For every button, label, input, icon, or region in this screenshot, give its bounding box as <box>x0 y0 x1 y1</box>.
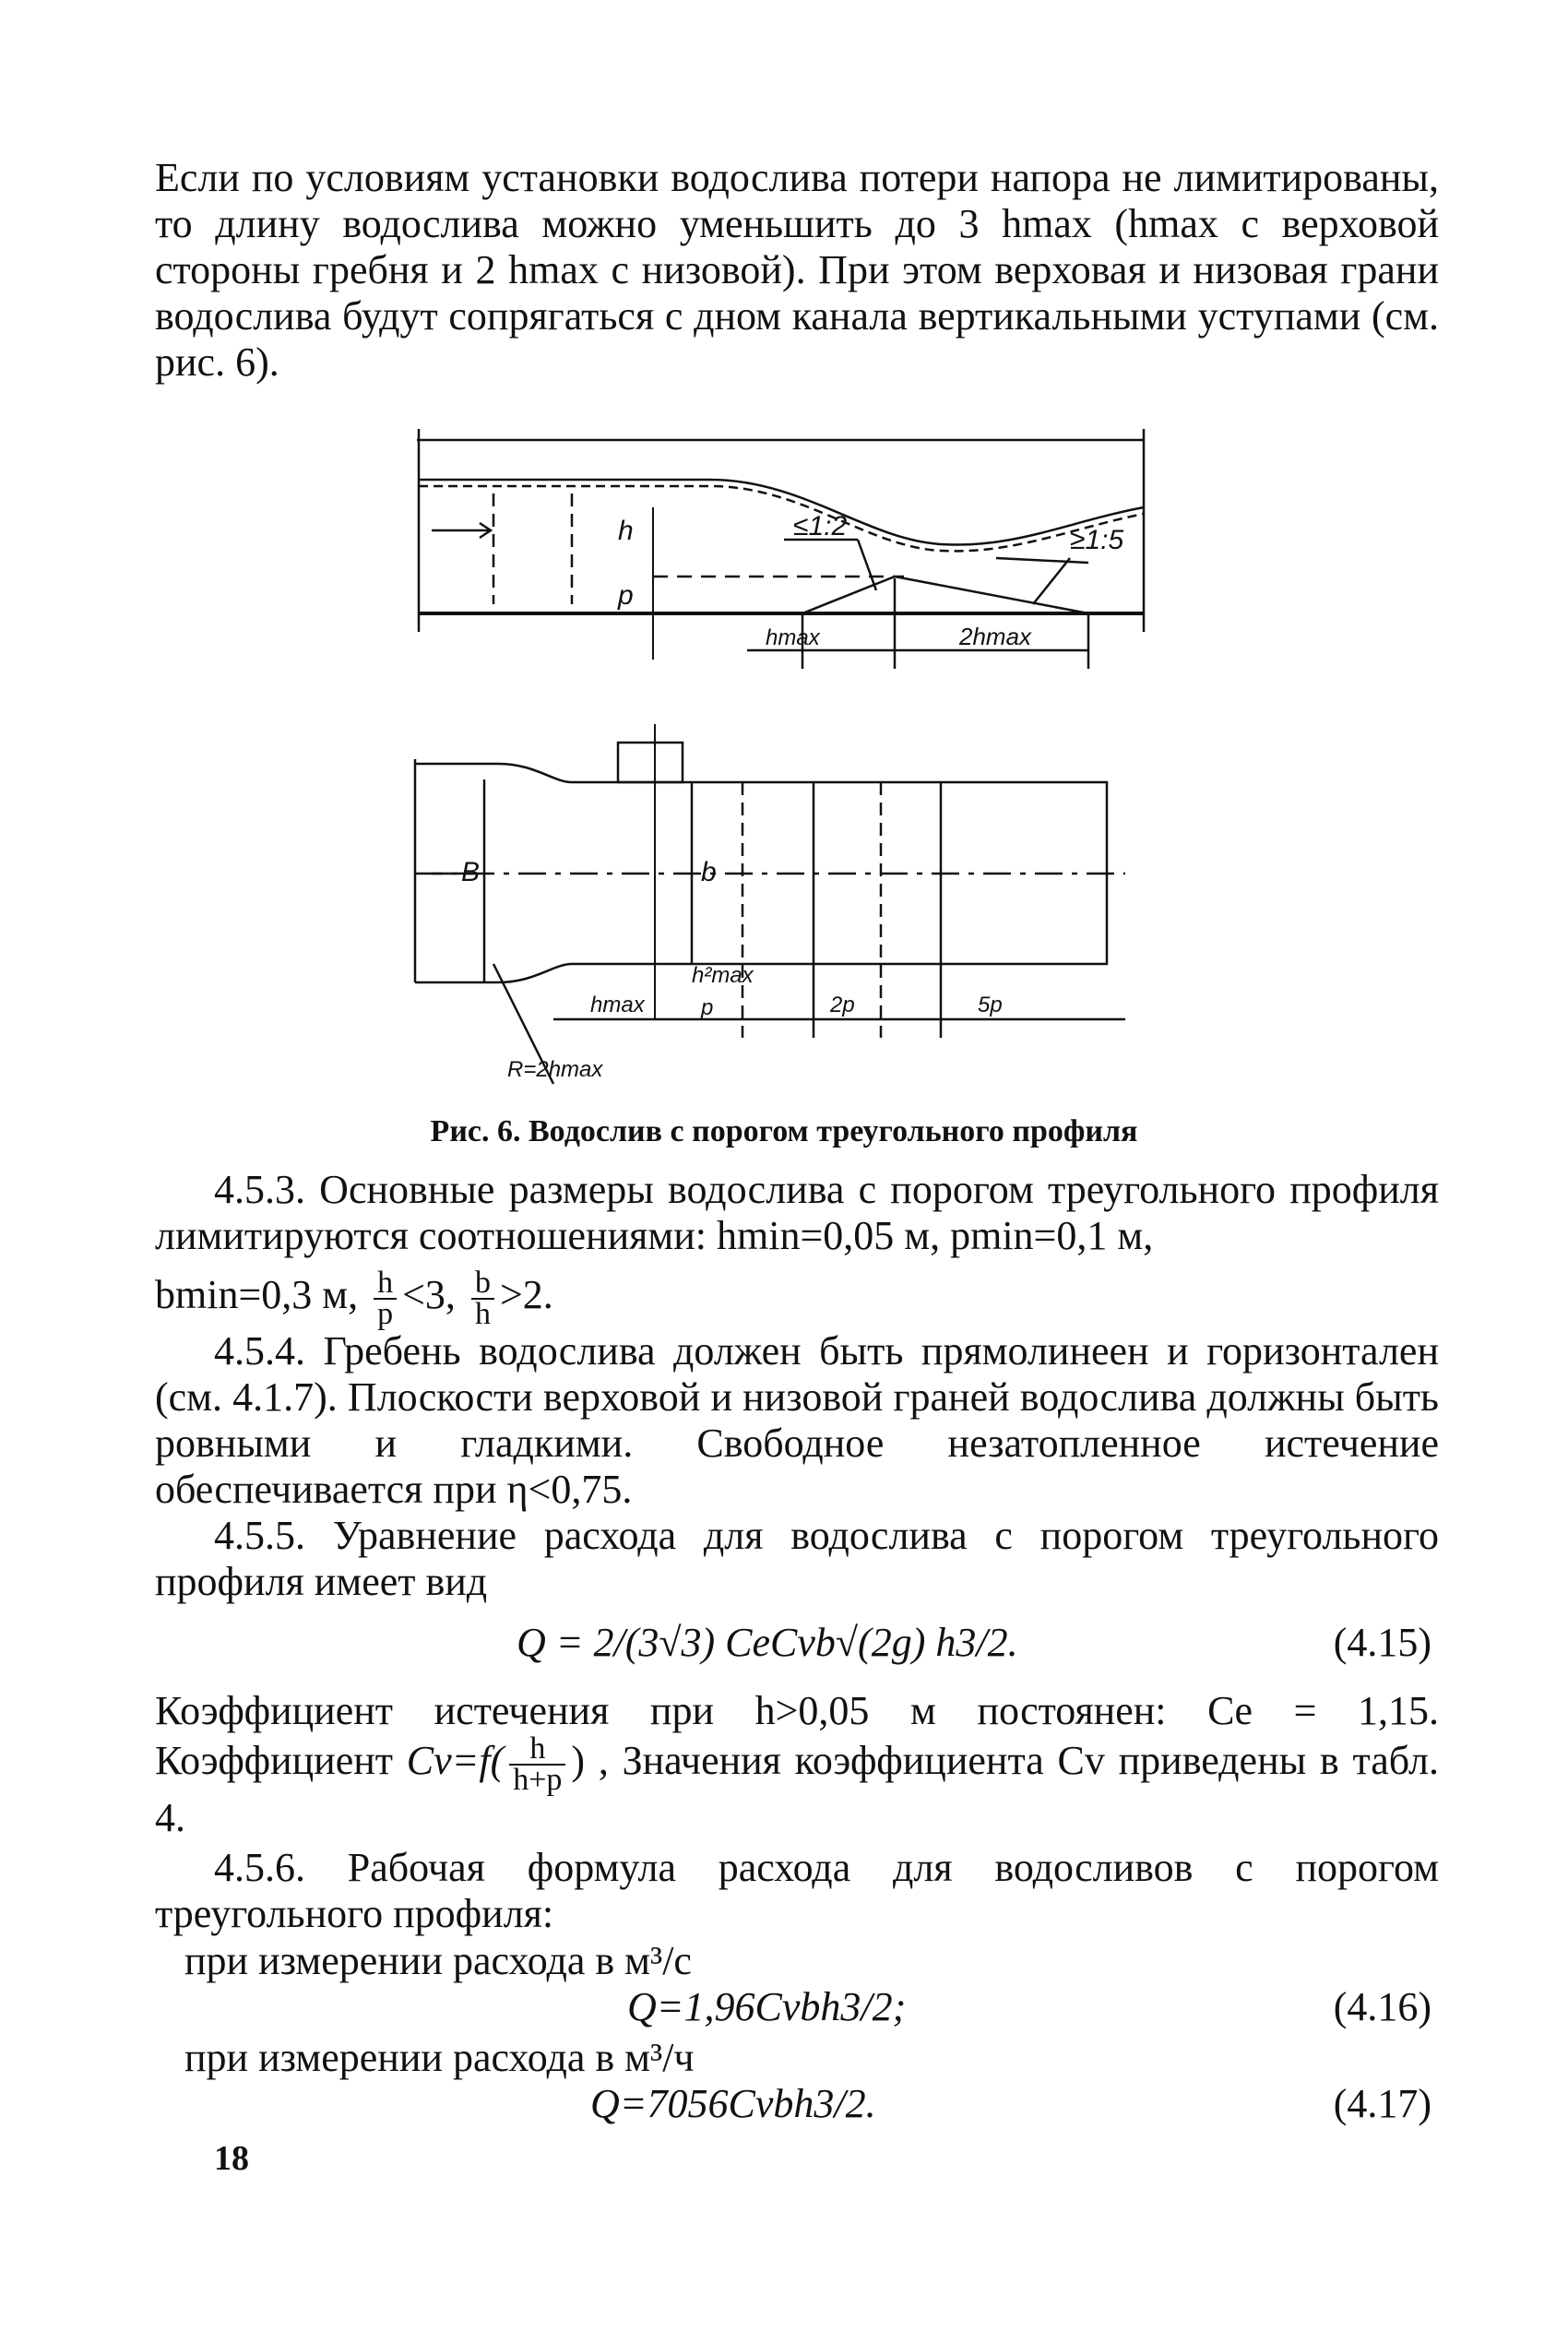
slope-up-label: ≤1:2 <box>793 511 848 541</box>
h-over-p-fraction: $\frac{h}{p}$ <box>374 1268 397 1329</box>
page-number: 18 <box>214 2139 249 2178</box>
hmax-label: hmax <box>766 625 820 650</box>
B-label: B <box>461 857 481 887</box>
measure-m3h-label: при измерении расхода в м³/ч <box>184 2035 695 2080</box>
paragraph-intro: Если по условиям установки водослива потери напора не лимитированы, то длину водослива можно уменьшить до 3 hmax (hmax с верховой стороны гребня и 2 hmax с низовой). При этом верховая и низовая грани водослива будут сопрягаться с дном канала вертикальными уступами (см. рис. 6). <box>155 155 1439 385</box>
hmax2-num-label: h²max <box>692 963 754 988</box>
five-p-label: 5p <box>978 993 1003 1017</box>
section-4-5-5: 4.5.5. Уравнение расхода для водослива с порогом треугольного профиля имеет вид <box>155 1513 1439 1604</box>
cv-formula-close: ) <box>571 1738 586 1784</box>
formula-4-16-number: (4.16) <box>1333 1984 1431 2029</box>
section-4-5-6: 4.5.6. Рабочая формула расхода для водосливов с порогом треугольного профиля: <box>155 1845 1439 1936</box>
b-label: b <box>701 857 717 887</box>
formula-4-17: Q=7056Cvbh3/2. <box>590 2081 876 2126</box>
ratio-greater-2: >2. <box>499 1272 553 1318</box>
cv-formula: Cv=f( <box>406 1738 505 1784</box>
bmin-text: bmin=0,3 м, <box>155 1272 359 1318</box>
coefficient-text: Коэффициент истечения при h>0,05 м постоянен: Ce = 1,15. Коэффициент <box>155 1688 1439 1784</box>
radius-label: R=2hmax <box>507 1057 603 1082</box>
formula-4-16: Q=1,96Cvbh3/2; <box>627 1984 907 2029</box>
slope-down-label: ≥1:5 <box>1070 525 1124 555</box>
h-label: h <box>618 516 634 546</box>
formula-4-17-number: (4.17) <box>1333 2081 1431 2126</box>
figure-caption: Рис. 6. Водослив с порогом треугольного профиля <box>430 1114 1138 1148</box>
p-label: p <box>618 580 634 611</box>
two-hmax-label: 2hmax <box>959 623 1032 650</box>
b-over-h-fraction: $\frac{b}{h}$ <box>471 1268 494 1329</box>
triangular-crest <box>802 577 1088 613</box>
section-4-5-3: 4.5.3. Основные размеры водослива с порогом треугольного профиля лимитируются соотношениями: hmin=0,05 м, pmin=0,1 м, <box>155 1167 1439 1258</box>
section-4-5-3-ratios <box>155 1268 1439 1329</box>
coefficient-paragraph <box>155 1688 1439 1841</box>
water-surface <box>419 480 1144 545</box>
formula-4-15-number: (4.15) <box>1333 1620 1431 1665</box>
coefficient-text-2: , Значения коэффициента Cv приведены в табл. 4. <box>155 1738 1439 1840</box>
ratio-less-3: <3, <box>402 1272 456 1318</box>
hmax2-den-label: p <box>701 995 714 1020</box>
figure-6 <box>387 420 1181 1093</box>
h-over-hp-fraction: $\frac{h}{h+p}$ <box>509 1734 565 1795</box>
measure-m3s-label: при измерении расхода в м³/с <box>184 1938 692 1983</box>
section-4-5-4: 4.5.4. Гребень водослива должен быть прямолинеен и горизонтален (см. 4.1.7). Плоскости верховой и низовой граней водослива должны быть ровными и гладкими. Свободное незатопленное истечение обеспечивается при η<0,75. <box>155 1328 1439 1512</box>
formula-4-15: Q = 2/(3√3) CeCvb√(2g) h3/2. <box>517 1620 1018 1665</box>
plan-hmax-label: hmax <box>590 993 645 1017</box>
two-p-label: 2p <box>830 993 855 1017</box>
